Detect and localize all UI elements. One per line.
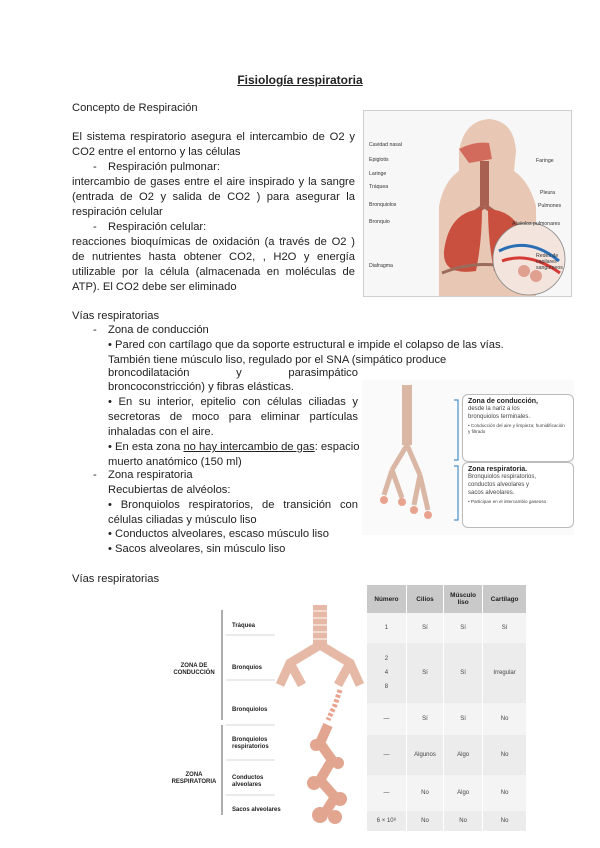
table-row [367,613,527,643]
resp-label: Zona respiratoria [108,469,193,481]
celular-line-4: ATP). El CO2 debe ser eliminado [72,281,237,293]
cell-musculo: Sí [444,643,483,703]
airway-table-figure [170,585,530,825]
row-label-conductos: Conductos alveolares [232,775,264,788]
cell-numero: 1 [367,613,407,643]
p1-line-2: CO2 entre el entorno y las células [72,146,241,158]
cell-cilios: Sí [406,643,443,703]
pulmonar-line-1: intercambio de gases entre el aire inspirado y la sangre [72,176,355,188]
cell-numero: — [367,775,407,811]
gas-underlined: no hay intercambio de gas [183,441,315,453]
cell-numero: 2 4 8 [367,643,407,703]
gas-post: : espacio [314,441,360,453]
label-alveolos: Alvéolos pulmonares [512,221,561,227]
cell-musculo: Algo [444,775,483,811]
c-line-3: broncodilatación y parasimpático [108,367,358,379]
c-line-4: broncoconstricción) y fibras elásticas. [108,381,294,393]
r-line-3: células ciliadas y músculo liso [108,514,257,526]
cell-cartilago: No [483,735,526,775]
conduccion-label: Zona de conducción [108,324,209,336]
cell-numero: — [367,703,407,735]
cell-numero: 6 × 10⁸ [367,811,407,831]
cell-musculo: Algo [444,735,483,775]
cell-musculo: Sí [444,613,483,643]
heading-vias-1: Vías respiratorias [72,310,160,322]
airway-zones-figure [362,380,574,535]
header-numero: Número [367,585,407,613]
zone-respiratoria-text-1: Bronquiolos respiratorios, [468,474,537,480]
bullet-dash: - [93,221,97,233]
cell-numero: — [367,735,407,775]
label-pleura: Pleura [540,190,555,196]
pulmonar-label: Respiración pulmonar: [108,161,220,173]
bullet-dash: - [93,469,97,481]
cell-cilios: Algunos [406,735,443,775]
cell-cilios: Sí [406,613,443,643]
r-line-5: • Sacos alveolares, sin músculo liso [108,543,286,555]
heading-vias-2: Vías respiratorias [72,573,160,585]
table-row [367,811,527,831]
row-label-bronquios: Bronquios [232,665,262,671]
zone-respiratoria-bullet: • Participan en el intercambio gaseoso [468,499,547,504]
heading-concepto: Concepto de Respiración [72,102,198,114]
pulmonar-line-2: (entrada de O2 y salida de CO2 ) para asegurar la [72,191,355,203]
gas-line-2: muerto anatómico (150 ml) [108,456,242,468]
bullet-dash: - [93,324,97,336]
header-musculo-liso: Músculo liso [444,585,483,613]
celular-label: Respiración celular: [108,221,207,233]
cell-cilios: No [406,811,443,831]
cell-cilios: Sí [406,703,443,735]
r-line-1: Recubiertas de alvéolos: [108,484,231,496]
zone-conduccion-box [462,394,574,462]
table-header-row [367,585,527,613]
r-line-4: • Conductos alveolares, escaso músculo liso [108,528,329,540]
zone-conduccion-title: Zona de conducción, [468,398,539,405]
gas-line-1 [108,440,359,455]
zone-respiratoria-title: Zona respiratoria. [468,466,528,473]
header-cartilago: Cartílago [483,585,526,613]
gas-pre: • En esta zona [108,441,184,453]
header-cilios: Cilios [406,585,443,613]
c-line-1: • Pared con cartílago que da soporte estructural e impide el colapso de las vías. [108,339,504,351]
celular-line-2: de nutrientes hasta obtener CO2, , H2O y energía [72,251,355,263]
cell-musculo: Sí [444,703,483,735]
label-bronquio: Bronquio [369,219,390,225]
label-epiglotis: Epiglotis [369,157,389,163]
table-row [367,703,527,735]
zone-conduccion-text-1: desde la nariz a los [468,406,520,412]
label-faringe: Faringe [536,158,554,164]
zone-conduccion-text-2: bronquiolos terminales. [468,414,531,420]
c-line-6: secretoras de moco para eliminar partículas [108,411,358,423]
label-traquea: Tráquea [369,184,389,190]
respiratory-anatomy-figure [363,110,572,297]
airway-properties-table [366,585,526,831]
label-diafragma: Diafragma [369,263,393,269]
cell-cartilago: No [483,703,526,735]
label-laringe: Laringe [369,171,387,177]
zone-respiratoria-text-2: conductos alveolares y [468,482,530,488]
row-label-traquea: Tráquea [232,623,256,629]
row-label-bronquiolos-resp: Bronquiolos respiratorios [232,737,269,750]
row-label-bronquiolos: Bronquiolos [232,707,268,713]
table-row [367,643,527,703]
zone-respiratoria-box [462,462,574,528]
label-pulmones: Pulmones [538,203,562,209]
label-capilares: Redes de capilares sanguíneos [536,253,563,271]
celular-line-3: utilizable por la célula (almacenada en moléculas de [72,266,355,278]
table-row [367,775,527,811]
table-row [367,735,527,775]
p1-line-1: El sistema respiratorio asegura el intercambio de O2 y [72,131,355,143]
cell-cartilago: No [483,775,526,811]
pulmonar-line-3: respiración celular [72,206,163,218]
page-title: Fisiología respiratoria [237,73,363,87]
c-line-5: • En su interior, epitelio con células ciliadas y [108,396,358,408]
zone-label-respiratoria: ZONA RESPIRATORIA [171,772,217,785]
label-cavidad-nasal: Cavidad nasal [369,142,402,148]
zone-respiratoria-text-3: sacos alveolares. [468,490,515,496]
zone-label-conduccion: ZONA DE CONDUCCIÓN [173,663,215,676]
celular-line-1: reacciones bioquímicas de oxidación (a través de O2 ) [72,236,355,248]
c-line-7: inhaladas con el aire. [108,426,214,438]
zone-conduccion-bullet: • Conducción del aire y limpieza; humidificación y filtrado [468,423,565,434]
cell-cartilago: No [483,811,526,831]
r-line-2: • Bronquiolos respiratorios, de transición con [108,499,358,511]
c-line-2: También tiene músculo liso, regulado por el SNA (simpático produce [108,354,447,366]
label-bronquiolos: Bronquiolos [369,202,397,208]
cell-cartilago: Irregular [483,643,526,703]
cell-cartilago: Sí [483,613,526,643]
cell-cilios: No [406,775,443,811]
cell-musculo: No [444,811,483,831]
bullet-dash: - [93,161,97,173]
row-label-sacos: Sacos alveolares [232,807,281,813]
